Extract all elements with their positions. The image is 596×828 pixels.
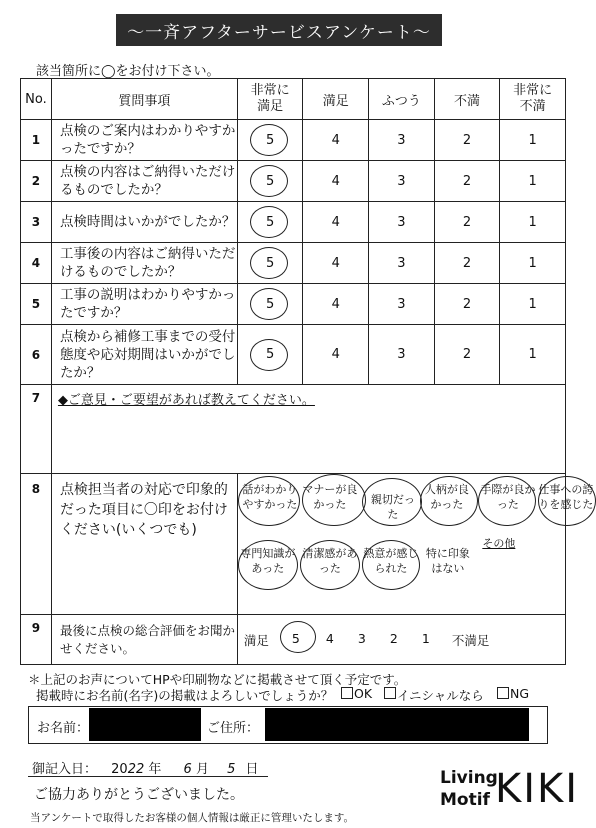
- selection-circle: [250, 339, 288, 371]
- score-3-cell[interactable]: 3: [369, 161, 435, 202]
- question-text: 工事の説明はわかりやすかったですか？: [51, 284, 237, 325]
- scale-left-label: 満足: [243, 633, 269, 648]
- score-5-cell[interactable]: [237, 325, 303, 385]
- address-label: ご住所：: [207, 721, 260, 736]
- score-1-cell[interactable]: 1: [500, 202, 566, 243]
- score-5-cell[interactable]: [237, 202, 303, 243]
- selection-circle: [250, 247, 288, 279]
- selection-circle: [478, 476, 536, 526]
- option-expert-knowledge[interactable]: 専門知識があった: [240, 547, 296, 575]
- option-clean[interactable]: 清潔感があった: [302, 547, 358, 575]
- survey-title: 〜一斉アフターサービスアンケート〜: [116, 14, 442, 46]
- question-text: 点検から補修工事までの受付態度や応対期間はいかがでしたか？: [51, 325, 237, 385]
- option-pride-in-work[interactable]: 仕事への誇りを感じた: [538, 483, 594, 511]
- score-2-cell[interactable]: 2: [434, 243, 500, 284]
- option-good-personality[interactable]: 人柄が良かった: [424, 483, 469, 511]
- selection-circle: [238, 540, 298, 590]
- score-2-cell[interactable]: 2: [434, 202, 500, 243]
- selection-circle: [250, 124, 288, 156]
- question-text: 点検時間はいかがでしたか？: [51, 202, 237, 243]
- question-number: 2: [21, 161, 52, 202]
- day-handwritten[interactable]: 5: [227, 762, 236, 777]
- name-address-box: [28, 706, 548, 744]
- selection-circle: [538, 476, 596, 526]
- selection-circle: [420, 476, 478, 526]
- question-row: [21, 284, 566, 325]
- comment-prompt: ◆ご意見・ご要望があれば教えてください。: [57, 393, 315, 408]
- question-row: [21, 120, 566, 161]
- score-3-cell[interactable]: 3: [369, 120, 435, 161]
- selection-circle: [250, 165, 288, 197]
- year-prefix: 20: [111, 762, 128, 777]
- instruction-text: 該当箇所に◯をお付け下さい。: [36, 64, 220, 79]
- ng-label: NG: [510, 686, 530, 701]
- scale-1[interactable]: 1: [421, 631, 430, 646]
- year-handwritten[interactable]: 22: [127, 762, 145, 777]
- impression-options: [237, 474, 594, 615]
- name-label: お名前：: [37, 721, 90, 736]
- header-very-dissatisfied: 非常に 不満: [500, 79, 566, 120]
- option-efficient[interactable]: 手際が良かった: [480, 483, 536, 511]
- question-number: 8: [21, 474, 52, 615]
- overall-scale: [237, 615, 565, 665]
- score-1-cell[interactable]: 1: [500, 325, 566, 385]
- score-3-cell[interactable]: 3: [369, 202, 435, 243]
- initial-checkbox[interactable]: [384, 687, 396, 699]
- score-3-cell[interactable]: 3: [369, 243, 435, 284]
- score-5-cell[interactable]: [237, 161, 303, 202]
- score-2-cell[interactable]: 2: [434, 120, 500, 161]
- header-question: 質問事項: [51, 79, 237, 120]
- overall-row: [21, 615, 566, 665]
- scale-4[interactable]: 4: [325, 631, 334, 646]
- selection-circle: [362, 478, 422, 526]
- score-4-cell[interactable]: 4: [303, 284, 369, 325]
- question-text: 工事後の内容はご納得いただけるものでしたか？: [51, 243, 237, 284]
- scale-5[interactable]: 5: [291, 631, 300, 646]
- score-3-cell[interactable]: 3: [369, 325, 435, 385]
- score-4-cell[interactable]: 4: [303, 120, 369, 161]
- question-row: [21, 161, 566, 202]
- score-label: 5: [266, 214, 275, 230]
- question-row: [21, 202, 566, 243]
- score-label: 5: [266, 347, 275, 362]
- scale-2[interactable]: 2: [389, 631, 398, 646]
- score-1-cell[interactable]: 1: [500, 284, 566, 325]
- publish-note: ＊上記のお声についてHPや印刷物などに掲載させて頂く予定です。: [28, 672, 407, 687]
- score-2-cell[interactable]: 2: [434, 161, 500, 202]
- ng-checkbox[interactable]: [497, 687, 509, 699]
- question-number: 4: [21, 243, 52, 284]
- score-label: 5: [266, 296, 275, 312]
- score-4-cell[interactable]: 4: [303, 202, 369, 243]
- header-dissatisfied: 不満: [434, 79, 500, 120]
- selection-circle: [250, 288, 288, 320]
- header-satisfied: 満足: [303, 79, 369, 120]
- score-1-cell[interactable]: 1: [500, 243, 566, 284]
- table-header-row: [21, 79, 566, 120]
- option-other[interactable]: その他: [482, 537, 516, 550]
- selection-circle: [302, 474, 366, 526]
- score-4-cell[interactable]: 4: [303, 161, 369, 202]
- name-field[interactable]: [89, 708, 201, 741]
- year-unit: 年: [148, 762, 162, 777]
- header-no: No.: [21, 79, 52, 120]
- date-underline: [28, 776, 268, 777]
- ok-label: OK: [354, 686, 373, 701]
- ok-checkbox[interactable]: [341, 687, 353, 699]
- question-row: [21, 325, 566, 385]
- question-text: 点検担当者の対応で印象的だった項目に〇印をお付けください(いくつでも): [51, 474, 237, 615]
- brand-motif: Motif: [440, 790, 490, 810]
- question-number: 5: [21, 284, 52, 325]
- question-row: [21, 243, 566, 284]
- selection-circle: [300, 540, 360, 590]
- score-label: 5: [266, 173, 275, 189]
- publish-question: 掲載時にお名前(名字)の掲載はよろしいでしょうか？: [36, 688, 334, 703]
- option-easy-to-understand[interactable]: 話がわかりやすかった: [242, 483, 298, 511]
- kiki-logo: KIKI: [495, 766, 580, 812]
- option-kind[interactable]: 親切だった: [370, 493, 415, 521]
- comment-row: [21, 385, 566, 474]
- comment-field[interactable]: [51, 385, 565, 474]
- survey-table: [20, 78, 594, 665]
- score-1-cell[interactable]: 1: [500, 161, 566, 202]
- score-1-cell[interactable]: 1: [500, 120, 566, 161]
- question-number: 6: [21, 325, 52, 385]
- privacy-text: 当アンケートで取得したお客様の個人情報は厳正に管理いたします。: [30, 812, 355, 824]
- impression-row: [21, 474, 566, 615]
- score-2-cell[interactable]: 2: [434, 284, 500, 325]
- question-text: 最後に点検の総合評価をお聞かせください。: [51, 615, 237, 665]
- selection-circle: [250, 206, 288, 238]
- month-unit: 月: [195, 762, 209, 777]
- score-4-cell[interactable]: 4: [303, 325, 369, 385]
- date-label: 御記入日：: [32, 762, 98, 777]
- question-number: 9: [21, 615, 52, 665]
- address-field[interactable]: [265, 708, 529, 741]
- date-row: [32, 758, 259, 777]
- header-very-satisfied: 非常に 満足: [237, 79, 303, 120]
- month-handwritten[interactable]: 6: [183, 762, 192, 777]
- selection-circle: [280, 621, 316, 653]
- option-good-manners[interactable]: マナーが良かった: [302, 483, 358, 511]
- day-unit: 日: [245, 762, 259, 777]
- option-no-impression[interactable]: 特に印象はない: [425, 547, 470, 575]
- question-number: 7: [21, 385, 52, 474]
- scale-3[interactable]: 3: [357, 631, 366, 646]
- score-2-cell[interactable]: 2: [434, 325, 500, 385]
- score-5-cell[interactable]: [237, 243, 303, 284]
- selection-circle: [362, 540, 420, 590]
- question-number: 3: [21, 202, 52, 243]
- thanks-text: ご協力ありがとうございました。: [34, 787, 244, 803]
- question-text: 点検のご案内はわかりやすかったですか？: [51, 120, 237, 161]
- question-number: 1: [21, 120, 52, 161]
- brand-living: Living: [440, 768, 498, 788]
- score-label: 5: [266, 255, 275, 271]
- score-3-cell[interactable]: 3: [369, 284, 435, 325]
- score-4-cell[interactable]: 4: [303, 243, 369, 284]
- question-text: 点検の内容はご納得いただけるものでしたか？: [51, 161, 237, 202]
- option-enthusiasm[interactable]: 熱意が感じられた: [363, 547, 419, 575]
- header-normal: ふつう: [369, 79, 435, 120]
- score-label: 5: [266, 132, 275, 148]
- score-5-cell[interactable]: [237, 120, 303, 161]
- scale-right-label: 不満足: [451, 633, 490, 648]
- selection-circle: [238, 476, 300, 526]
- score-5-cell[interactable]: [237, 284, 303, 325]
- initial-label: イニシャルなら: [397, 688, 484, 703]
